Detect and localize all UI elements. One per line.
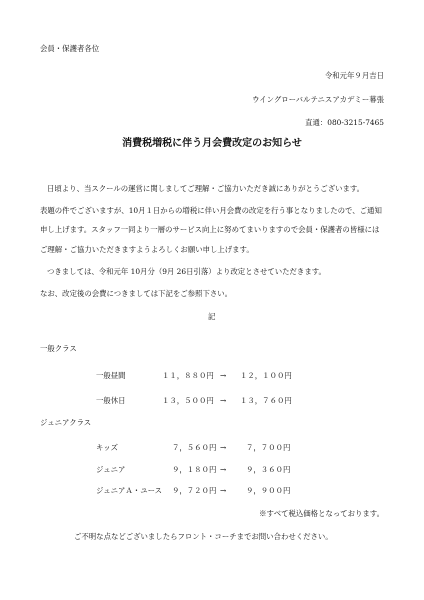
fee-before: １１，８８０円 bbox=[162, 371, 214, 380]
tax-note: ※すべて税込価格となっております。 bbox=[259, 509, 384, 518]
junior-class-heading: ジュニアクラス bbox=[40, 418, 92, 427]
arrow-icon: → bbox=[220, 396, 227, 405]
arrow-icon: → bbox=[220, 465, 227, 474]
phone-number: 直通：080-3215-7465 bbox=[305, 118, 384, 127]
body-line-1: 日頃より、当スクールの運営に関しましてご理解・ご協力いただき誠にありがとうございます。 bbox=[47, 184, 365, 193]
ki-heading: 記 bbox=[208, 312, 216, 321]
fee-after: １２，１００円 bbox=[240, 371, 292, 380]
fee-name: 一般休日 bbox=[96, 396, 126, 405]
general-class-heading: 一般クラス bbox=[40, 344, 77, 353]
fee-after: ７，７００円 bbox=[246, 443, 291, 452]
body-line-5: つきましては、令和元年 10月分（9月 26日引落）より改定とさせていただきます。 bbox=[47, 267, 326, 276]
footer-contact: ご不明な点などございましたらフロント・コーチまでお問い合わせください。 bbox=[74, 532, 333, 541]
arrow-icon: → bbox=[220, 443, 227, 452]
fee-after: ９，３６０円 bbox=[246, 465, 291, 474]
arrow-icon: → bbox=[220, 486, 227, 495]
fee-before: ９，７２０円 bbox=[172, 486, 217, 495]
fee-before: ７，５６０円 bbox=[172, 443, 217, 452]
arrow-icon: → bbox=[220, 371, 227, 380]
body-line-3: 申し上げます。スタッフ一同より一層のサービス向上に努めてまいりますので会員・保護者の皆様には bbox=[40, 225, 380, 234]
fee-after: ９，９００円 bbox=[246, 486, 291, 495]
fee-name: ジュニアＡ・ユース bbox=[96, 486, 162, 495]
fee-after: １３，７６０円 bbox=[240, 396, 292, 405]
page-title: 消費税増税に伴う月会費改定のお知らせ bbox=[122, 138, 302, 149]
fee-before: １３，５００円 bbox=[162, 396, 214, 405]
fee-before: ９，１８０円 bbox=[172, 465, 217, 474]
organization-name: ウイングローバルテニスアカデミー幕張 bbox=[252, 95, 384, 104]
body-line-2: 表題の件でございますが、10月１日からの増税に伴い月会費の改定を行う事となりましたので、ご通知 bbox=[40, 206, 382, 215]
recipient: 会員・保護者各位 bbox=[40, 44, 100, 53]
issue-date: 令和元年９月吉日 bbox=[324, 71, 384, 80]
fee-name: キッズ bbox=[96, 443, 119, 452]
fee-name: ジュニア bbox=[96, 465, 126, 474]
fee-name: 一般昼間 bbox=[96, 371, 126, 380]
body-line-4: ご理解・ご協力いただきますようよろしくお願い申し上げます。 bbox=[40, 245, 254, 254]
body-line-6: なお、改定後の会費につきましては下記をご参照下さい。 bbox=[40, 289, 233, 298]
